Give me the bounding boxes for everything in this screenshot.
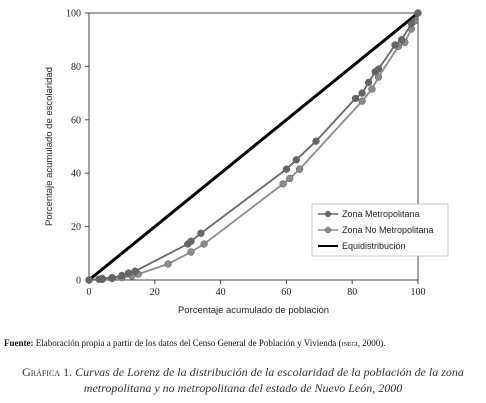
series-point-0 (313, 138, 320, 145)
y-tick-label: 60 (71, 115, 81, 127)
series-point-0 (99, 275, 106, 282)
series-point-0 (408, 20, 415, 27)
y-axis-title: Porcentaje acumulado de escolaridad (44, 67, 55, 226)
series-point-0 (109, 274, 116, 281)
series-point-1 (286, 175, 293, 182)
series-point-0 (283, 166, 290, 173)
legend (312, 204, 448, 256)
x-tick-label: 60 (281, 287, 292, 298)
series-point-0 (375, 66, 382, 73)
caption-text-1: Curvas de Lorenz de la distribución de la escolaridad de la población de la zona (75, 365, 464, 379)
series-point-0 (125, 270, 132, 277)
series-point-0 (188, 238, 195, 245)
legend-label-1: Zona No Metropolitana (342, 225, 434, 235)
x-tick-label: 100 (410, 287, 426, 298)
source-text: Elaboración propia a partir de los datos del Censo General de Población y Vivienda ( (35, 338, 342, 348)
legend-label-2: Equidistribución (342, 241, 406, 251)
x-tick-label: 20 (149, 287, 160, 298)
figure-caption (0, 364, 486, 396)
series-point-0 (392, 42, 399, 49)
source-note (4, 338, 482, 348)
series-point-0 (86, 277, 93, 284)
y-tick-label: 100 (66, 8, 81, 20)
series-point-1 (359, 98, 366, 105)
y-tick-label: 40 (71, 168, 81, 180)
legend-label-0: Zona Metropolitana (342, 209, 420, 219)
y-tick-label: 0 (76, 275, 81, 287)
caption-line-1 (0, 364, 486, 380)
x-tick-label: 0 (86, 287, 92, 298)
caption-text-2: metropolitana y no metropolitana del estado de Nuevo León, 2000 (83, 381, 403, 395)
series-point-1 (201, 241, 208, 248)
caption-line-2 (0, 380, 486, 396)
legend-marker-0 (325, 211, 331, 217)
source-tail: , 2000). (357, 338, 386, 348)
caption-label: Gráfica (22, 365, 61, 379)
series-point-0 (198, 230, 205, 237)
x-tick-label: 80 (347, 287, 358, 298)
series-point-0 (398, 36, 405, 43)
source-label: Fuente: (4, 338, 34, 348)
series-point-0 (415, 10, 422, 17)
x-axis-title: Porcentaje acumulado de población (177, 305, 330, 316)
series-point-1 (280, 181, 287, 188)
series-point-1 (188, 249, 195, 256)
source-abbrev: inegi (341, 338, 358, 348)
series-point-1 (296, 166, 303, 173)
series-point-1 (369, 86, 376, 93)
series-point-0 (132, 268, 139, 275)
series-point-0 (293, 156, 300, 163)
y-tick-label: 80 (71, 61, 81, 73)
series-point-0 (365, 79, 372, 86)
series-point-0 (352, 95, 359, 102)
y-tick-label: 20 (71, 222, 81, 234)
series-point-0 (119, 272, 126, 279)
series-point-1 (165, 261, 172, 268)
series-point-0 (359, 90, 366, 97)
legend-marker-1 (325, 227, 331, 233)
caption-number: 1. (63, 365, 73, 379)
x-tick-label: 40 (215, 287, 226, 298)
